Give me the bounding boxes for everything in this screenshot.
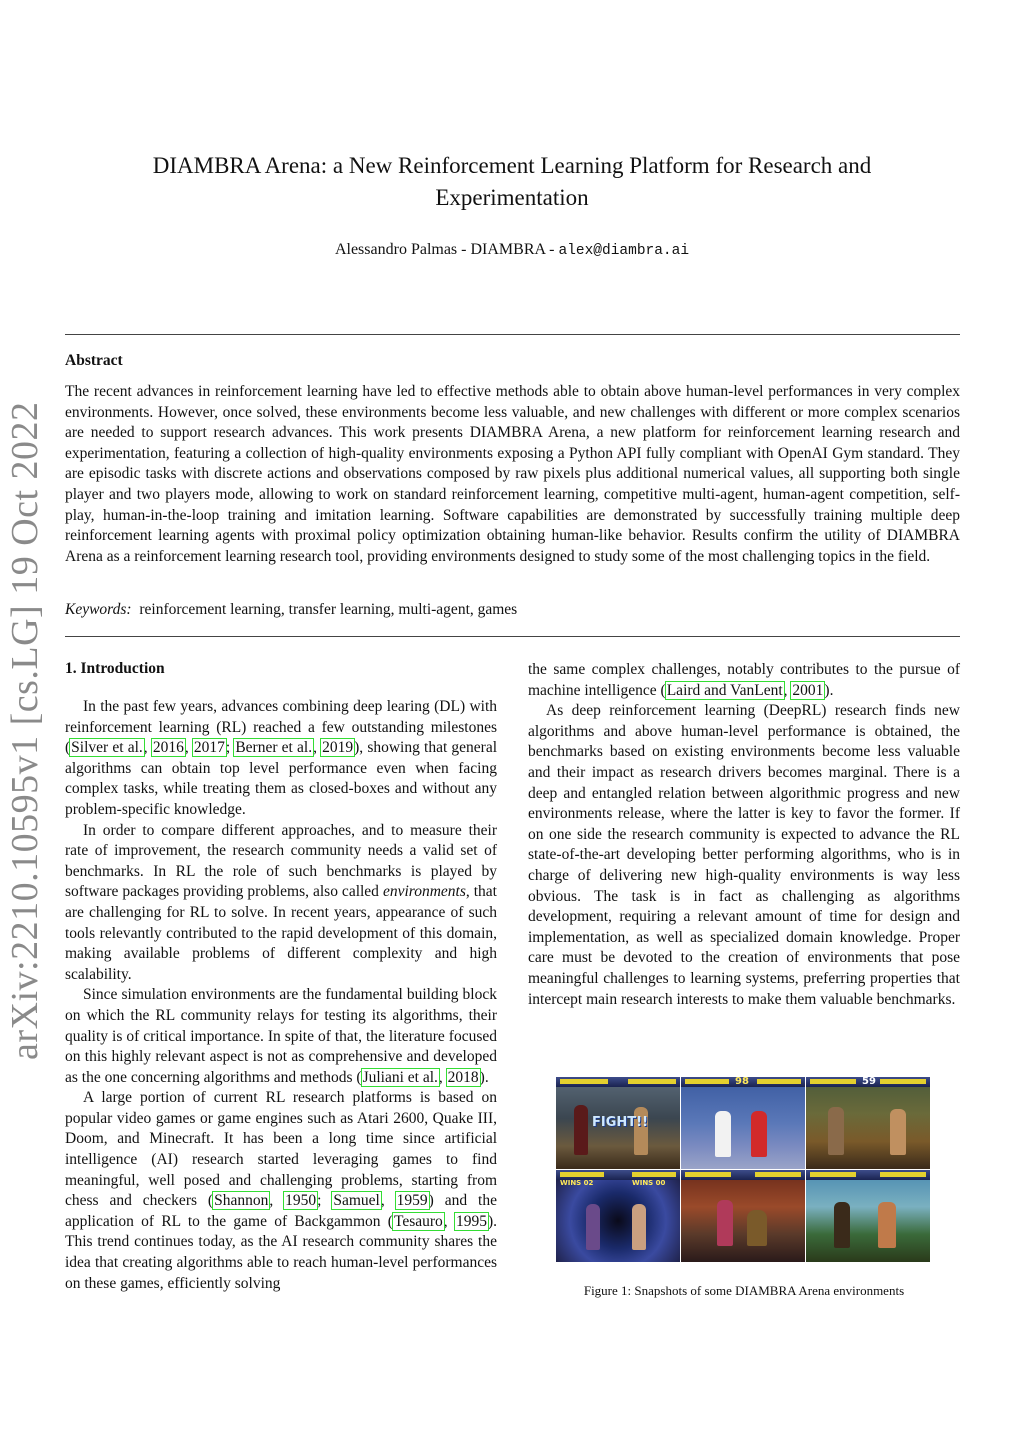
text-run: ,	[783, 681, 792, 699]
text-run: ;	[317, 1192, 333, 1210]
right-column	[528, 660, 960, 1010]
top-rule	[65, 334, 960, 335]
text-run: the same complex challenges, notably contributes to the pursue of machine intelligence (	[528, 661, 960, 699]
text-run: ;	[225, 739, 235, 757]
game-snapshot	[556, 1077, 680, 1169]
round-timer: 59	[862, 1077, 876, 1087]
arxiv-identifier: arXiv:2210.10595v1 [cs.LG] 19 Oct 2022	[4, 401, 46, 1060]
fighter-figure	[715, 1111, 731, 1157]
bottom-rule	[65, 636, 960, 637]
game-snapshot	[806, 1077, 930, 1169]
text-run: ,	[380, 1192, 396, 1210]
keywords-label: Keywords:	[65, 601, 132, 618]
abstract-heading: Abstract	[65, 352, 123, 369]
fighter-figure	[747, 1210, 767, 1246]
citation-link[interactable]: 2017	[193, 739, 225, 757]
fighter-figure	[717, 1200, 733, 1246]
figure-environment-snapshots	[556, 1077, 932, 1263]
author-line	[110, 240, 914, 261]
citation-link[interactable]: 1959	[396, 1192, 428, 1210]
text-run: ).	[824, 681, 834, 699]
citation-link[interactable]: 2001	[792, 681, 824, 699]
citation-link[interactable]: 2016	[152, 739, 184, 757]
text-run: ). This trend continues today, as the AI research community shares the idea that creating algorithms able to reach human-level performances on these games, efficiently solving	[65, 1212, 497, 1292]
fighter-figure	[834, 1202, 850, 1248]
paragraph	[65, 821, 497, 986]
text-run: Since simulation environments are the fundamental building block on which the RL community relays for testing its algorithms, their quality is of critical importance. In spite of that, the literature focused on this highly relevant aspect is not as comprehensive and developed as the one concerning algorithms and methods (	[65, 986, 497, 1086]
text-run: ) and the application of RL to the game of Backgammon (	[65, 1192, 497, 1230]
citation-link[interactable]: Tesauro	[393, 1212, 443, 1230]
game-snapshot	[806, 1170, 930, 1262]
fighter-figure	[632, 1204, 646, 1250]
health-bar-hud	[556, 1077, 680, 1087]
figure-caption: Figure 1: Snapshots of some DIAMBRA Arena environments	[583, 1283, 905, 1298]
game-snapshot	[681, 1077, 805, 1169]
text-run: , that are challenging for RL to solve. In recent years, appearance of such tools relevantly contributed to the rapid development of this domain, making available problems of different complexity and high scalability.	[65, 883, 497, 983]
left-column	[65, 697, 497, 1294]
fighter-figure	[878, 1202, 896, 1248]
citation-link[interactable]: 1950	[285, 1192, 317, 1210]
fight-overlay-text: FIGHT!!	[592, 1115, 648, 1130]
citation-link[interactable]: 2018	[447, 1068, 479, 1086]
citation-link[interactable]: Shannon	[214, 1192, 269, 1210]
round-timer: 98	[735, 1077, 749, 1087]
section-heading-introduction: 1. Introduction	[65, 660, 165, 677]
fighter-figure	[828, 1107, 844, 1155]
text-run: A large portion of current RL research platforms is based on popular video games or game engines such as Atari 2600, Quake III, Doom, and Minecraft. It has been a long time since artificial intelligence (AI) research started leveraging games to find meaningful, well posed and challenging problems, starting from chess and checkers (	[65, 1089, 497, 1210]
author-name: Alessandro Palmas - DIAMBRA -	[334, 241, 559, 258]
fighter-figure	[751, 1111, 767, 1157]
health-bar-hud	[806, 1170, 930, 1180]
citation-link[interactable]: Silver et al.	[71, 739, 143, 757]
text-run: ,	[143, 739, 152, 757]
paper-title: DIAMBRA Arena: a New Reinforcement Learning Platform for Research and Experimentation	[152, 153, 872, 210]
fighter-figure	[890, 1109, 906, 1155]
author-email[interactable]: alex@diambra.ai	[558, 243, 690, 259]
citation-link[interactable]: Berner et al.	[235, 739, 313, 757]
text-run: ,	[269, 1192, 285, 1210]
paragraph	[65, 697, 497, 821]
text-run: ).	[479, 1068, 489, 1086]
game-snapshot	[556, 1170, 680, 1262]
fighter-figure	[586, 1204, 600, 1250]
citation-link[interactable]: Samuel	[333, 1192, 380, 1210]
text-run: ,	[443, 1212, 455, 1230]
text-run: ), showing that general algorithms can obtain top level performance even when facing complex tasks, while treating them as closed-boxes and without any problem-specific knowledge.	[65, 739, 498, 818]
wins-counter: WINS 00	[632, 1179, 666, 1187]
wins-counter: WINS 02	[560, 1179, 594, 1187]
paragraph	[65, 1088, 497, 1294]
paragraph	[65, 985, 497, 1088]
emphasis: environments	[382, 883, 466, 901]
citation-link[interactable]: Laird and VanLent	[666, 681, 783, 699]
text-run: ,	[438, 1068, 447, 1086]
text-run: ,	[313, 739, 322, 757]
citation-link[interactable]: 1995	[455, 1212, 487, 1230]
abstract-text: The recent advances in reinforcement learning have led to effective methods able to obtain above human-level performances in very complex environments. However, once solved, these environments become less valuable, and new challenges with different or more complex scenarios are needed to support research advances. This work presents DIAMBRA Arena, a new platform for reinforcement learning research and experimentation, featuring a collection of high-quality environments exposing a Python API fully compliant with OpenAI Gym standard. They are episodic tasks with discrete actions and observations composed by raw pixels plus additional numerical values, all supporting both single player and two players mode, allowing to work on standard reinforcement learning, competitive multi-agent, human-agent competition, self-play, human-in-the-loop training and imitation learning. Software capabilities are demonstrated by successfully training multiple deep reinforcement learning agents with proximal policy optimization obtaining human-like behavior. Results confirm the utility of DIAMBRA Arena as a reinforcement learning research tool, providing environments designed to study some of the most challenging topics in the field.	[65, 383, 960, 565]
keywords	[65, 601, 517, 619]
fighter-figure	[574, 1105, 588, 1155]
paragraph: As deep reinforcement learning (DeepRL) research finds new algorithms and above human-level performance is obtained, the benchmarks based on existing environments become less valuable and their impact as research drivers becomes marginal. There is a deep and entangled relation between algorithmic progress and new environments release, where the latter is key to favor the former. If on one side the research community is expected to advance the RL state-of-the-art developing better performing algorithms, who is in charge of delivering new high-quality environments is way less obvious. The task is in fact as challenging as algorithms development, requiring a relevant amount of time for design and implementation, as well as specialized domain knowledge. Proper care must be devoted to the creation of environments that pose meaningful challenges to learning systems, preferring properties that intercept main research interests to make them valuable benchmarks.	[528, 702, 960, 1008]
text-run: ,	[184, 739, 193, 757]
citation-link[interactable]: 2019	[322, 739, 354, 757]
text-run: In order to compare different approaches, and to measure their rate of improvement, the research community needs a valid set of benchmarks. In RL the role of such benchmarks is played by software packages providing problems, also called	[65, 821, 497, 901]
text-run: In the past few years, advances combining deep learing (DL) with reinforcement learning (RL) reached a few outstanding milestones (	[65, 698, 497, 757]
paragraph	[528, 660, 960, 701]
keywords-text: reinforcement learning, transfer learning, multi-agent, games	[139, 601, 518, 618]
health-bar-hud	[681, 1170, 805, 1180]
citation-link[interactable]: Juliani et al.	[362, 1068, 438, 1086]
game-snapshot	[681, 1170, 805, 1262]
